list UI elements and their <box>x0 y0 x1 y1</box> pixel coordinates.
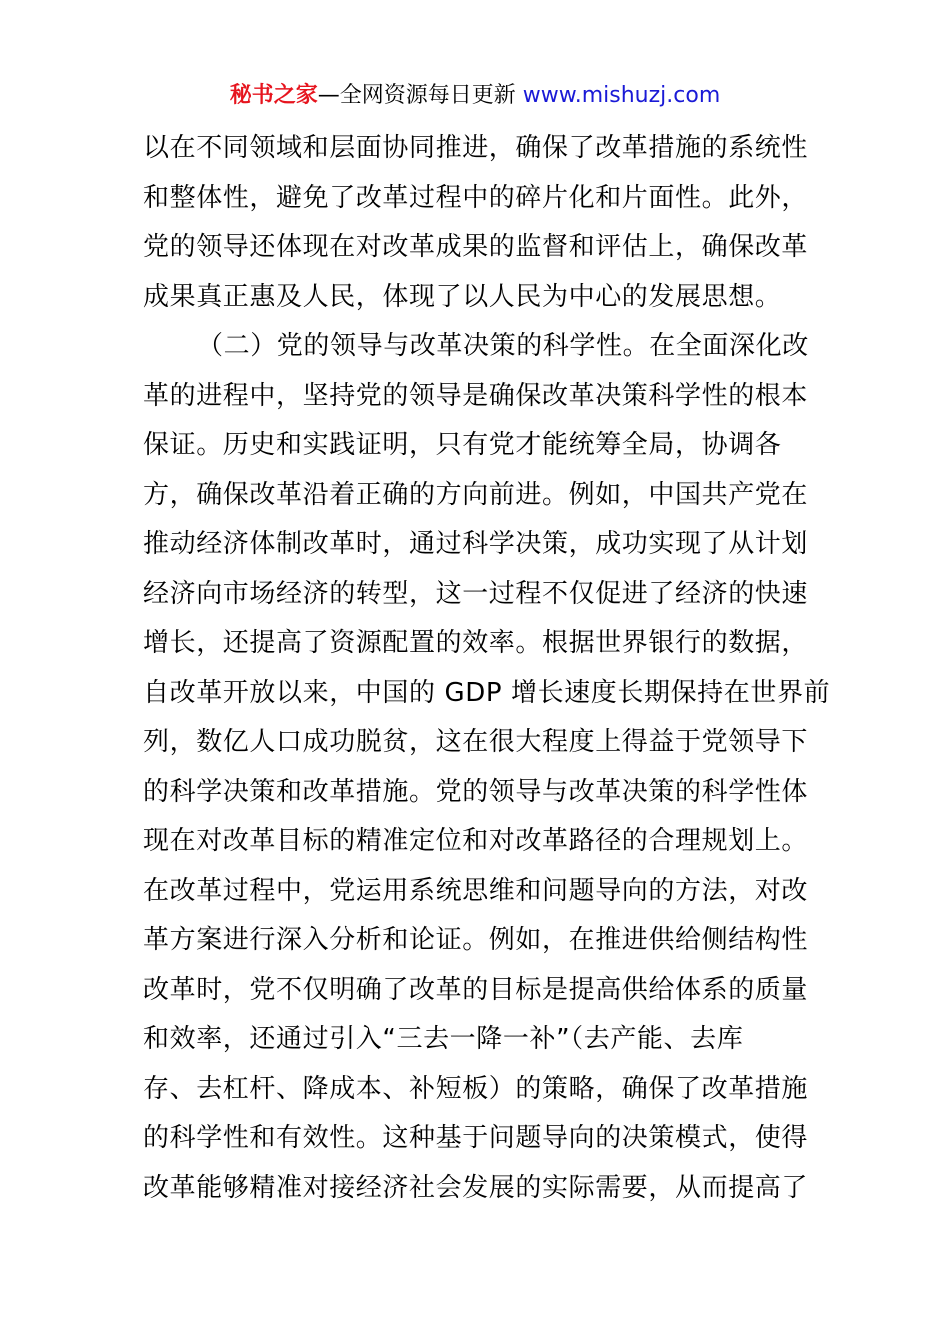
text-line: 增长，还提高了资源配置的效率。根据世界银行的数据， <box>143 628 809 658</box>
body-text <box>143 124 831 1213</box>
text-line: 推动经济体制改革时，通过科学决策，成功实现了从计划 <box>143 529 809 559</box>
text-line: 改革时，党不仅明确了改革的目标是提高供给体系的质量 <box>143 974 809 1005</box>
section-heading-line: （二）党的领导与改革决策的科学性。在全面深化改 <box>197 331 809 361</box>
text-line: 成果真正惠及人民，体现了以人民为中心的发展思想。 <box>143 281 782 312</box>
website-link[interactable]: www.mishuzj.com <box>522 83 721 108</box>
text-line: 的科学性和有效性。这种基于问题导向的决策模式，使得 <box>143 1123 809 1153</box>
text-line: 和效率，还通过引入“三去一降一补”（去产能、去库 <box>143 1024 744 1054</box>
text-line: 存、去杠杆、降成本、补短板）的策略，确保了改革措施 <box>143 1073 809 1104</box>
text-line: 列，数亿人口成功脱贫，这在很大程度上得益于党领导下 <box>143 727 809 757</box>
text-line: 经济向市场经济的转型，这一过程不仅促进了经济的快速 <box>143 578 809 609</box>
text-line: 现在对改革目标的精准定位和对改革路径的合理规划上。 <box>143 826 809 856</box>
text-line: 党的领导还体现在对改革成果的监督和评估上，确保改革 <box>143 232 809 262</box>
text-line: 方，确保改革沿着正确的方向前进。例如，中国共产党在 <box>143 479 809 510</box>
header-tagline: —全网资源每日更新 <box>317 83 516 108</box>
text-line: 自改革开放以来，中国的 GDP 增长速度长期保持在世界前 <box>143 677 831 708</box>
brand-name: 秘书之家 <box>229 83 318 108</box>
text-line: 以在不同领域和层面协同推进，确保了改革措施的系统性 <box>143 133 809 163</box>
text-line: 革的进程中，坚持党的领导是确保改革决策科学性的根本 <box>143 380 809 411</box>
text-line: 的科学决策和改革措施。党的领导与改革决策的科学性体 <box>143 776 809 807</box>
page-header <box>0 80 950 112</box>
text-line: 保证。历史和实践证明，只有党才能统筹全局，协调各 <box>143 430 782 460</box>
text-line: 革方案进行深入分析和论证。例如，在推进供给侧结构性 <box>143 925 809 955</box>
text-line: 改革能够精准对接经济社会发展的实际需要，从而提高了 <box>143 1172 809 1203</box>
text-line: 在改革过程中，党运用系统思维和问题导向的方法，对改 <box>143 875 809 906</box>
text-line: 和整体性，避免了改革过程中的碎片化和片面性。此外， <box>143 182 809 213</box>
